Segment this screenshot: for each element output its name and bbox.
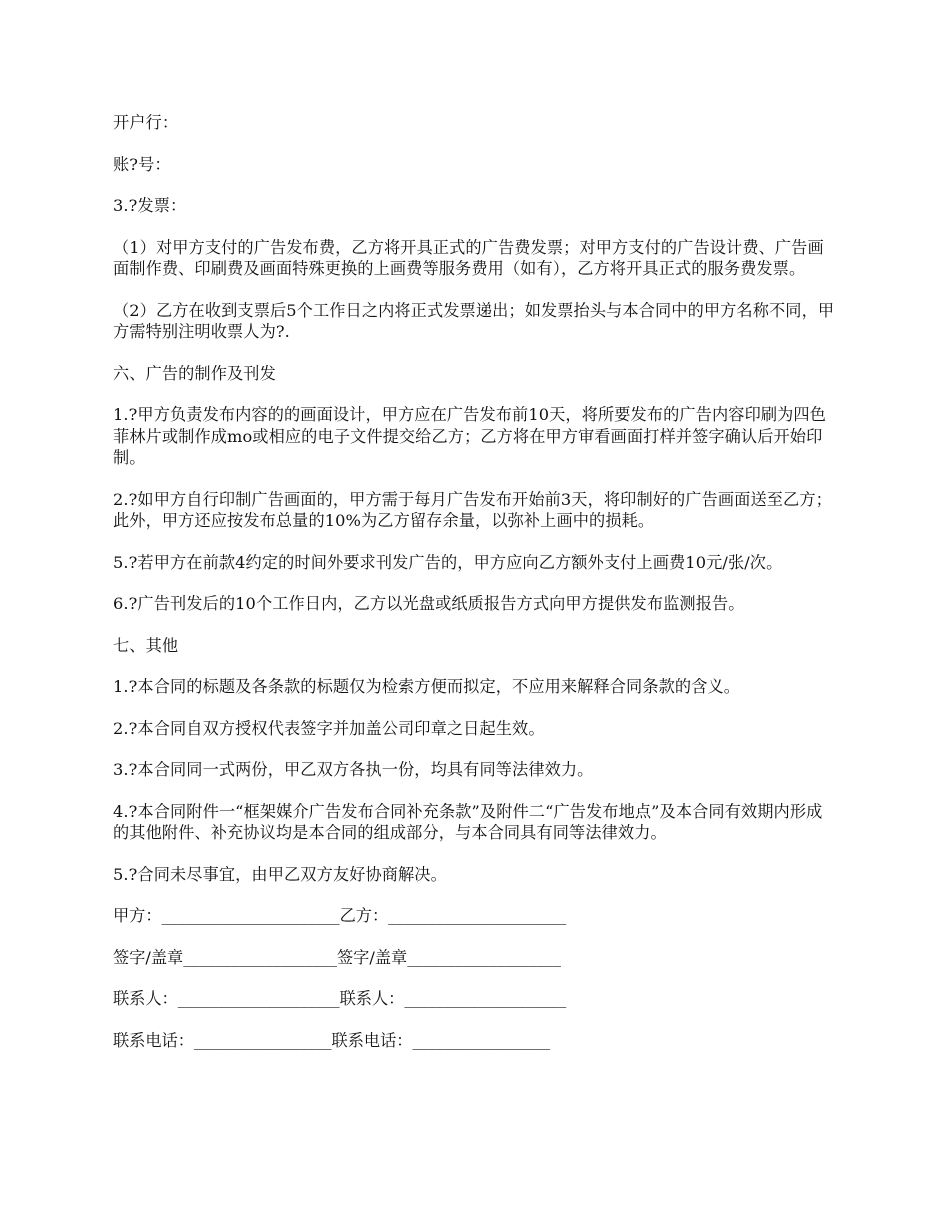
signature-row-contact <box>113 988 838 1010</box>
section-6-clause-2: 2.?如甲方自行印制广告画面的，甲方需于每月广告发布开始前3天，将印制好的广告画面送至乙方；此外，甲方还应按发布总量的10%为乙方留存余量，以弥补上画中的损耗。 <box>113 489 832 530</box>
bank-label: 开户行： <box>113 113 179 132</box>
signature-row-seal <box>113 947 838 969</box>
section-6-heading: 六、广告的制作及刊发 <box>113 363 276 383</box>
section-7-heading: 七、其他 <box>113 635 179 655</box>
party-b-seal-field: 签字/盖章___________________ <box>337 947 561 967</box>
section-7-clause-2: 2.?本合同自双方授权代表签字并加盖公司印章之日起生效。 <box>113 718 545 738</box>
invoice-clause-2: （2）乙方在收到支票后5个工作日之内将正式发票递出；如发票抬头与本合同中的甲方名称不同，甲方需特别注明收票人为?. <box>113 300 835 341</box>
party-a-phone-field: 联系电话：_________________ <box>113 1030 332 1050</box>
signature-row-party <box>113 905 838 927</box>
invoice-clause-1: （1）对甲方支付的广告发布费，乙方将开具正式的广告费发票；对甲方支付的广告设计费、广告画面制作费、印刷费及画面特殊更换的上画费等服务费用（如有），乙方将开具正式的服务费发票。 <box>113 237 824 278</box>
party-a-seal-field: 签字/盖章___________________ <box>113 947 337 967</box>
party-b-field: 乙方：______________________ <box>339 906 567 925</box>
section-7-clause-3: 3.?本合同同一式两份，甲乙双方各执一份，均具有同等法律效力。 <box>113 760 594 779</box>
account-label: 账?号： <box>113 154 171 174</box>
signature-row-phone <box>113 1030 838 1052</box>
invoice-heading: 3.?发票： <box>113 196 187 215</box>
document-body <box>113 112 838 1071</box>
party-a-contact-field: 联系人：____________________ <box>113 989 340 1008</box>
party-b-contact-field: 联系人：____________________ <box>339 989 567 1008</box>
section-7-clause-4: 4.?本合同附件一“框架媒介广告发布合同补充条款”及附件二“广告发布地点”及本合同有效期内形成的其他附件、补充协议均是本合同的组成部分，与本合同具有同等法律效力。 <box>113 801 823 842</box>
party-b-phone-field: 联系电话：_________________ <box>331 1030 551 1050</box>
section-6-clause-5: 5.?若甲方在前款4约定的时间外要求刊发广告的，甲方应向乙方额外支付上画费10元/张/次。 <box>113 552 783 572</box>
section-6-clause-1: 1.?甲方负责发布内容的的画面设计，甲方应在广告发布前10天，将所要发布的广告内容印刷为四色菲林片或制作成mo或相应的电子文件提交给乙方；乙方将在甲方审看画面打样并签字确认后开始印制。 <box>113 405 827 467</box>
section-7-clause-5: 5.?合同未尽事宜，由甲乙双方友好协商解决。 <box>113 864 447 884</box>
section-6-clause-6: 6.?广告刊发后的10个工作日内，乙方以光盘或纸质报告方式向甲方提供发布监测报告。 <box>113 594 745 613</box>
section-7-clause-1: 1.?本合同的标题及各条款的标题仅为检索方便而拟定，不应用来解释合同条款的含义。 <box>113 677 741 696</box>
party-a-field: 甲方：______________________ <box>113 906 340 925</box>
